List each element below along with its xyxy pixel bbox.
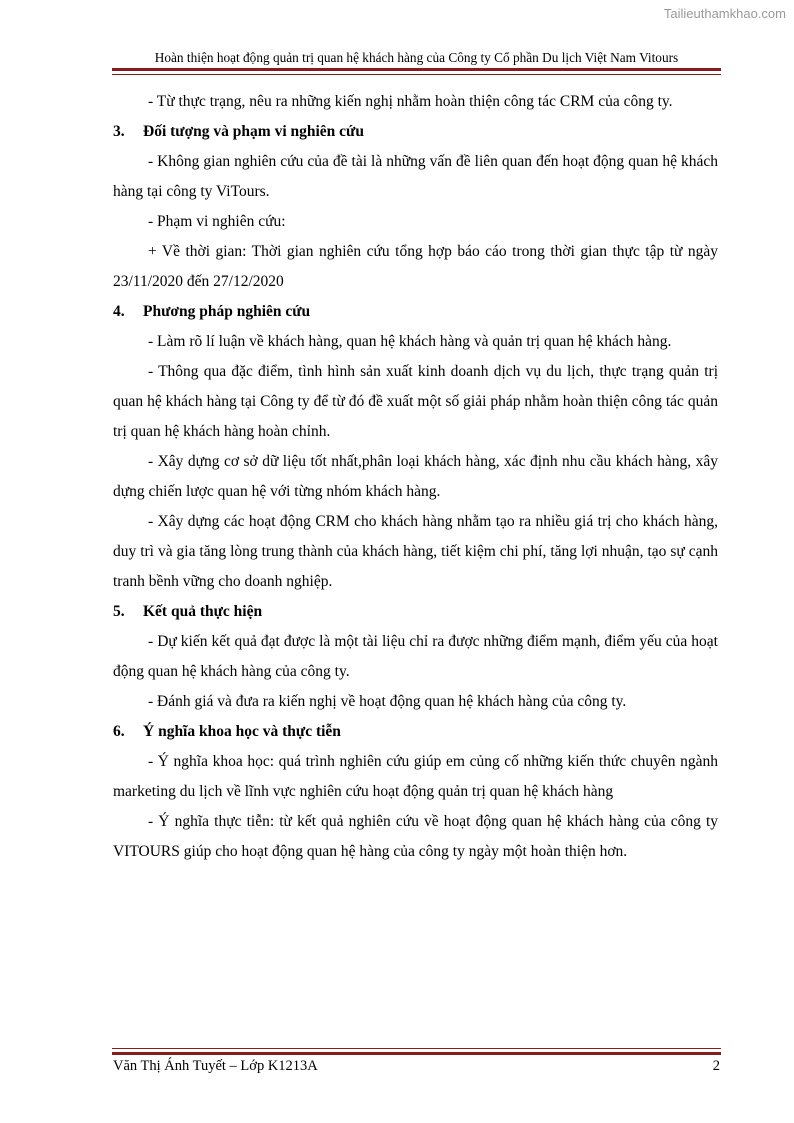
section-title: Phương pháp nghiên cứu [143,303,311,320]
watermark-text: Tailieuthamkhao.com [663,6,786,21]
section-heading-3 [113,117,718,147]
page-body [113,87,718,867]
header-rule-thin [112,74,721,75]
footer-rule-thick [112,1052,721,1055]
paragraph: - Đánh giá và đưa ra kiến nghị về hoạt động quan hệ khách hàng của công ty. [148,693,627,710]
paragraph: - Không gian nghiên cứu của đề tài là những vấn đề liên quan đến hoạt động quan hệ khách hàng tại công ty ViTours. [113,153,718,200]
page-number: 2 [712,1058,720,1074]
section-number: 5. [113,603,125,620]
section-title: Kết quả thực hiện [143,603,263,620]
section-title: Ý nghĩa khoa học và thực tiễn [143,723,341,740]
footer-author: Văn Thị Ánh Tuyết – Lớp K1213A [113,1058,318,1074]
section-title: Đối tượng và phạm vi nghiên cứu [143,123,364,140]
paragraph: - Ý nghĩa khoa học: quá trình nghiên cứu giúp em củng cố những kiến thức chuyên ngành marketing du lịch về lĩnh vực nghiên cứu hoạt động quản trị quan hệ khách hàng [113,753,718,800]
footer-rule-thin [112,1048,721,1049]
paragraph: - Dự kiến kết quả đạt được là một tài liệu chỉ ra được những điểm mạnh, điểm yếu của hoạt động quan hệ khách hàng của công ty. [113,633,718,680]
section-heading-6 [113,717,718,747]
section-number: 6. [113,723,125,740]
paragraph: + Về thời gian: Thời gian nghiên cứu tổng hợp báo cáo trong thời gian thực tập từ ngày 23/11/2020 đến 27/12/2020 [113,243,718,290]
paragraph: - Ý nghĩa thực tiễn: từ kết quả nghiên cứu về hoạt động quan hệ khách hàng của công ty VITOURS giúp cho hoạt động quan hệ hàng của công ty ngày một hoàn thiện hơn. [113,813,718,860]
section-heading-4 [113,297,718,327]
running-header-title: Hoàn thiện hoạt động quản trị quan hệ khách hàng của Công ty Cổ phần Du lịch Việt Nam Vitours [154,50,679,65]
paragraph: - Phạm vi nghiên cứu: [148,213,286,230]
paragraph: - Xây dựng cơ sở dữ liệu tốt nhất,phân loại khách hàng, xác định nhu cầu khách hàng, xây dựng chiến lược quan hệ với từng nhóm khách hàng. [113,453,718,500]
paragraph: - Thông qua đặc điểm, tình hình sản xuất kinh doanh dịch vụ du lịch, thực trạng quản trị quan hệ khách hàng tại Công ty để từ đó đề xuất một số giải pháp nhằm hoàn thiện công tác quản trị quan hệ khách hàng hoàn chỉnh. [113,363,718,440]
section-number: 3. [113,123,125,140]
header-rule-thick [112,68,721,71]
section-number: 4. [113,303,125,320]
paragraph: - Làm rõ lí luận về khách hàng, quan hệ khách hàng và quản trị quan hệ khách hàng. [148,333,672,350]
paragraph: - Từ thực trạng, nêu ra những kiến nghị nhằm hoàn thiện công tác CRM của công ty. [148,93,673,110]
section-heading-5 [113,597,718,627]
paragraph: - Xây dựng các hoạt động CRM cho khách hàng nhằm tạo ra nhiều giá trị cho khách hàng, duy trì và gia tăng lòng trung thành của khách hàng, tiết kiệm chi phí, tăng lợi nhuận, tạo sự cạnh tranh bềnh vững cho doanh nghiệp. [113,513,718,590]
